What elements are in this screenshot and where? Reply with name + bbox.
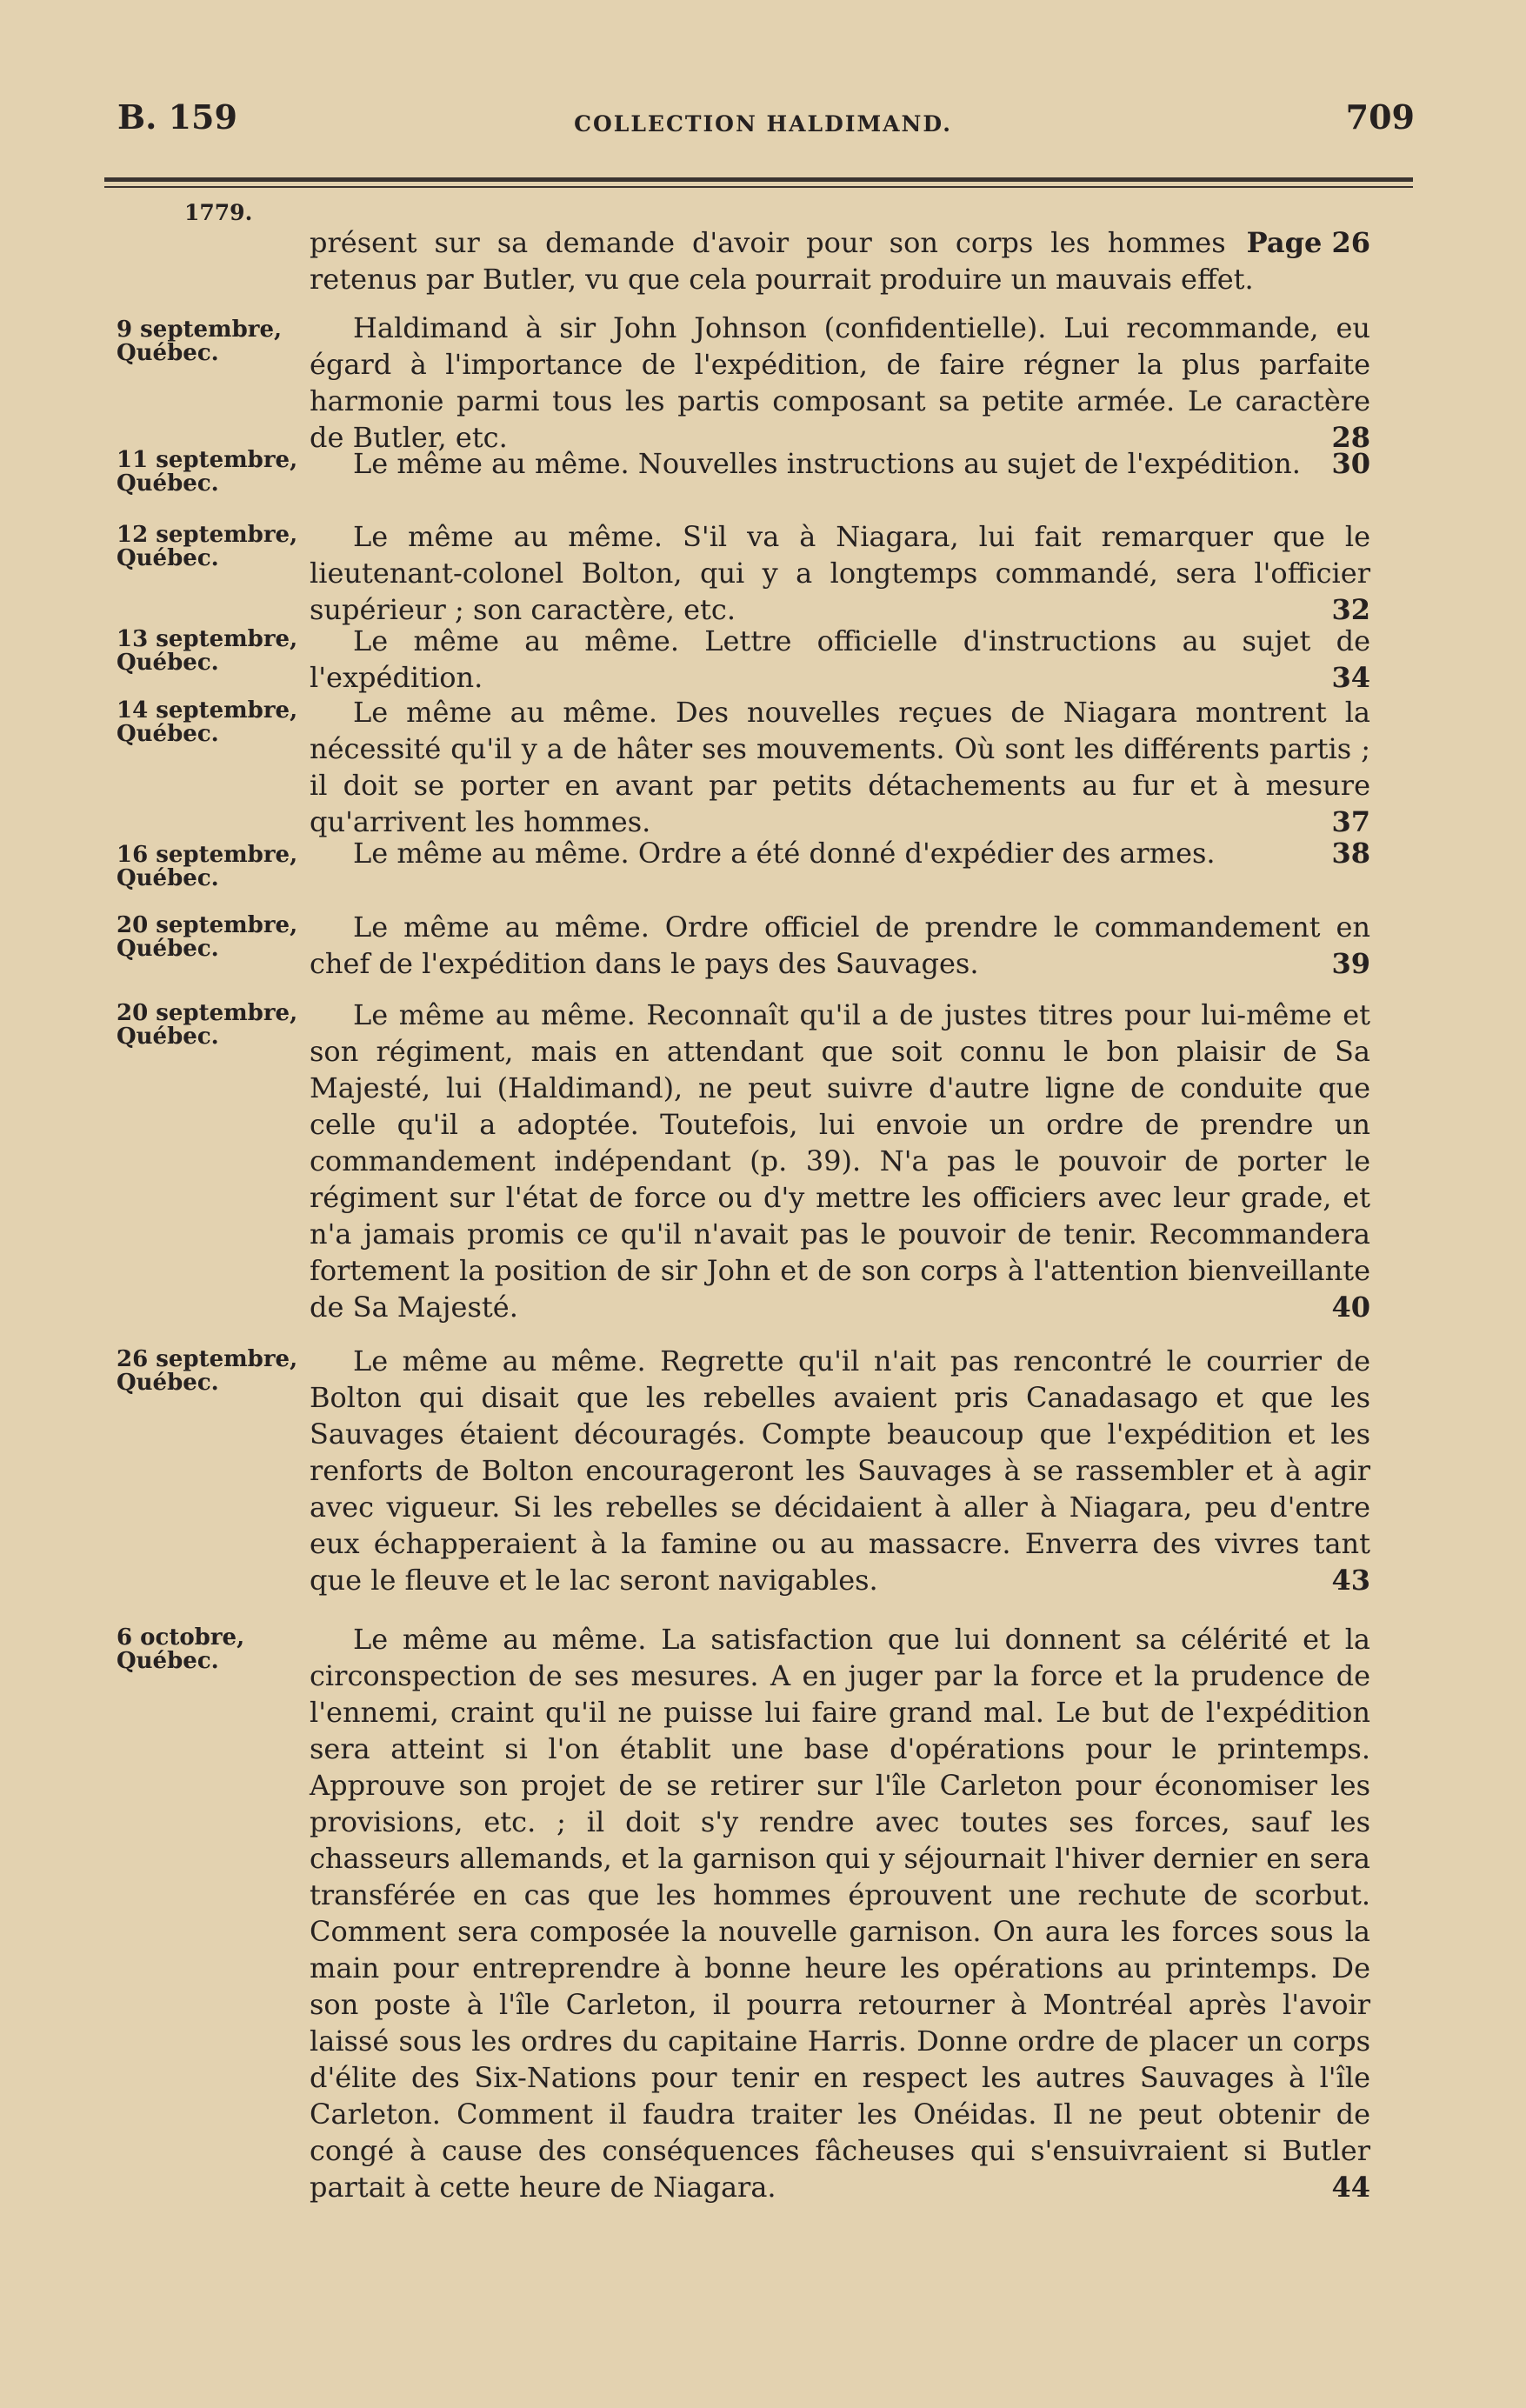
- entry-text: Page 26 présent sur sa demande d'avoir pour son corps les hommes retenus par Butler, vu que cela pourrait produire un mauvais effet.: [310, 226, 1370, 296]
- year-label: 1779.: [184, 200, 253, 225]
- entry-date: 26 septembre, Québec.: [117, 1346, 298, 1396]
- entry-date: 6 octobre, Québec.: [117, 1624, 245, 1674]
- entry-page-ref: Page 26: [1246, 226, 1370, 259]
- entry-text: Le même au même. Ordre officiel de prendre le commandement en chef de l'expédition dans le pays des Sauvages. 39: [310, 911, 1370, 980]
- entry-date: 16 septembre, Québec.: [117, 842, 298, 891]
- header-page-number: 709: [1345, 97, 1415, 137]
- entry-date: 20 septembre, Québec.: [117, 1000, 298, 1050]
- entry-text: Le même au même. Reconnaît qu'il a de justes titres pour lui-même et son régiment, mais en attendant que soit connu le bon plaisir de Sa Majesté, lui (Haldimand), ne peut suivre d'autre ligne de conduite que celle qu'il a adoptée. Toutefois, lui envoie un ordre de prendre un commandement indépendant (p. 39). N'a pas le pouvoir de porter le régiment sur l'état de force ou d'y mettre les officiers avec leur grade, et n'a jamais promis ce qu'il n'avait pas le pouvoir de tenir. Recommandera fortement la position de sir John et de son corps à l'attention bienveillante de Sa Majesté. 40: [310, 998, 1370, 1324]
- entry-page-ref: 39: [1331, 947, 1370, 980]
- entry-text: Le même au même. Nouvelles instructions au sujet de l'expédition. 30: [353, 447, 1370, 480]
- entry-date: 12 septembre, Québec.: [117, 522, 298, 571]
- entry-text: Le même au même. Des nouvelles reçues de Niagara montrent la nécessité qu'il y a de hâter ses mouvements. Où sont les différents partis ; il doit se porter en avant par petits détachements au fur et à mesure qu'arrivent les hommes. 37: [310, 696, 1370, 838]
- entry-text: Le même au même. Ordre a été donné d'expédier des armes. 38: [353, 837, 1370, 870]
- entry-text: Le même au même. La satisfaction que lui donnent sa célérité et la circonspection de ses mesures. A en juger par la force et la prudence de l'ennemi, craint qu'il ne puisse lui faire grand mal. Le but de l'expédition sera atteint si l'on établit une base d'opérations pour le printemps. Approuve son projet de se retirer sur l'île Carleton pour économiser les provisions, etc. ; il doit s'y rendre avec toutes ses forces, sauf les chasseurs allemands, et la garnison qui y séjournait l'hiver dernier en sera transférée en cas que les hommes éprouvent une rechute de scorbut. Comment sera composée la nouvelle garnison. On aura les forces sous la main pour entreprendre à bonne heure les opérations au printemps. De son poste à l'île Carleton, il pourra retourner à Montréal après l'avoir laissé sous les ordres du capitaine Harris. Donne ordre de placer un corps d'élite des Six-Nations pour tenir en respect les autres Sauvages à l'île Carleton. Comment il faudra traiter les Onéidas. Il ne peut obtenir de congé à cause des conséquences fâcheuses qui s'ensuivraient si Butler partait à cette heure de Niagara. 44: [310, 1623, 1370, 2204]
- entry-date: 11 septembre, Québec.: [117, 447, 298, 497]
- entry-page-ref: 28: [1331, 421, 1370, 454]
- entry-text: Le même au même. Lettre officielle d'instructions au sujet de l'expédition. 34: [310, 624, 1370, 694]
- header-rule-thick: [104, 177, 1413, 182]
- entry-text: Le même au même. S'il va à Niagara, lui fait remarquer que le lieutenant-colonel Bolton, qui y a longtemps commandé, sera l'officier supérieur ; son caractère, etc. 32: [310, 520, 1370, 626]
- entry-page-ref: 32: [1331, 593, 1370, 626]
- entry-date: 9 septembre, Québec.: [117, 317, 283, 366]
- entry-page-ref: 30: [1331, 447, 1370, 480]
- page-header: [0, 97, 1526, 150]
- entry-page-ref: 38: [1331, 837, 1370, 870]
- entry-page-ref: 34: [1331, 661, 1370, 694]
- header-page-ref: B. 159: [117, 97, 237, 137]
- header-rule-thin: [104, 186, 1413, 188]
- entry-page-ref: 37: [1331, 805, 1370, 838]
- entry-page-ref: 43: [1331, 1564, 1370, 1597]
- entry-date: 13 septembre, Québec.: [117, 626, 298, 676]
- entry-date: 14 septembre, Québec.: [117, 697, 298, 747]
- entry-page-ref: 40: [1331, 1291, 1370, 1324]
- entry-date: 20 septembre, Québec.: [117, 912, 298, 962]
- header-title: COLLECTION HALDIMAND.: [574, 111, 952, 137]
- entry-text: Le même au même. Regrette qu'il n'ait pas rencontré le courrier de Bolton qui disait que les rebelles avaient pris Canadasago et que les Sauvages étaient découragés. Compte beaucoup que l'expédition et les renforts de Bolton encourageront les Sauvages à se rassembler et à agir avec vigueur. Si les rebelles se décidaient à aller à Niagara, peu d'entre eux échapperaient à la famine ou au massacre. Enverra des vivres tant que le fleuve et le lac seront navigables. 43: [310, 1344, 1370, 1597]
- entry-text: Haldimand à sir John Johnson (confidentielle). Lui recommande, eu égard à l'importance de l'expédition, de faire régner la plus parfaite harmonie parmi tous les partis composant sa petite armée. Le caractère de Butler, etc. 28: [310, 311, 1370, 454]
- entry-page-ref: 44: [1331, 2171, 1370, 2204]
